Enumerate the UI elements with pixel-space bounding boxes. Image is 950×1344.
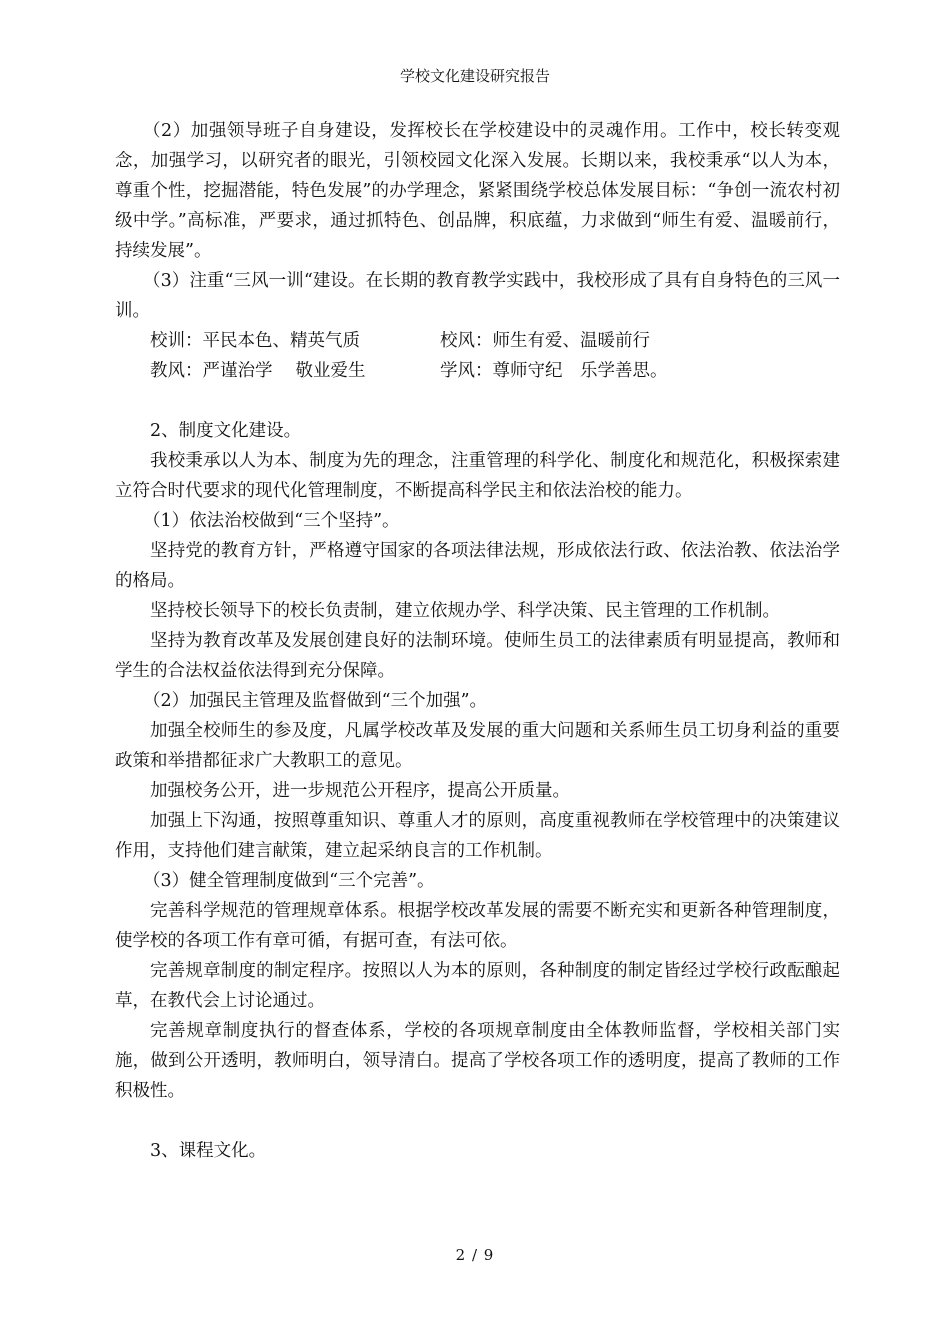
section-heading-2: 2、制度文化建设。 [150, 421, 302, 441]
section-heading-3: 3、课程文化。 [150, 1141, 267, 1161]
paragraph-strengthen-1: 加强全校师生的参及度，凡属学校改革及发展的重大问题和关系师生员工切身利益的重要政策和举措都征求广大教职工的意见。 [115, 721, 840, 771]
teaching-style: 教风：严谨治学 敬业爱生 [150, 361, 366, 381]
paragraph-perfect-1: 完善科学规范的管理规章体系。根据学校改革发展的需要不断充实和更新各种管理制度，使学校的各项工作有章可循，有据可查，有法可依。 [115, 901, 840, 951]
paragraph-three-styles: （3）注重“三风一训“建设。在长期的教育教学实践中，我校形成了具有自身特色的三风一训。 [115, 271, 840, 321]
paragraph-system-intro: 我校秉承以人为本、制度为先的理念，注重管理的科学化、制度化和规范化，积极探索建立符合时代要求的现代化管理制度，不断提高科学民主和依法治校的能力。 [115, 451, 840, 501]
paragraph-strengthen-2: 加强校务公开，进一步规范公开程序，提高公开质量。 [150, 781, 570, 801]
subheading-system-perfect: （3）健全管理制度做到“三个完善”。 [143, 871, 435, 891]
subheading-democratic: （2）加强民主管理及监督做到“三个加强”。 [143, 691, 488, 711]
study-style: 学风：尊师守纪 乐学善思。 [440, 361, 668, 381]
paragraph-perfect-2: 完善规章制度的制定程序。按照以人为本的原则，各种制度的制定皆经过学校行政酝酿起草，在教代会上讨论通过。 [115, 961, 840, 1011]
spacer [115, 1106, 840, 1136]
paragraph-strengthen-3: 加强上下沟通，按照尊重知识、尊重人才的原则，高度重视教师在学校管理中的决策建议作用，支持他们建言献策，建立起采纳良言的工作机制。 [115, 811, 840, 861]
motto-row-2 [115, 356, 840, 386]
paragraph-leadership: （2）加强领导班子自身建设，发挥校长在学校建设中的灵魂作用。工作中，校长转变观念，加强学习，以研究者的眼光，引领校园文化深入发展。长期以来，我校秉承“以人为本，尊重个性，挖掘潜能，特色发展”的办学理念，紧紧围绕学校总体发展目标：“争创一流农村初级中学。”高标准，严要求，通过抓特色、创品牌，积底蕴，力求做到“师生有爱、温暖前行，持续发展”。 [115, 121, 840, 261]
paragraph-perfect-3: 完善规章制度执行的督查体系，学校的各项规章制度由全体教师监督，学校相关部门实施，做到公开透明，教师明白，领导清白。提高了学校各项工作的透明度，提高了教师的工作积极性。 [115, 1021, 840, 1101]
school-motto: 校训：平民本色、精英气质 [150, 331, 360, 351]
document-body [115, 116, 840, 1166]
spacer [115, 386, 840, 416]
page-header: 学校文化建设研究报告 [399, 67, 550, 85]
subheading-rule-of-law: （1）依法治校做到“三个坚持”。 [143, 511, 400, 531]
paragraph-persist-1: 坚持党的教育方针，严格遵守国家的各项法律法规，形成依法行政、依法治教、依法治学的格局。 [115, 541, 840, 591]
school-style: 校风：师生有爱、温暖前行 [440, 331, 650, 351]
page-number: 2 / 9 [455, 1246, 495, 1264]
motto-row-1 [115, 326, 840, 356]
paragraph-persist-2: 坚持校长领导下的校长负责制，建立依规办学、科学决策、民主管理的工作机制。 [150, 601, 780, 621]
paragraph-persist-3: 坚持为教育改革及发展创建良好的法制环境。使师生员工的法律素质有明显提高，教师和学生的合法权益依法得到充分保障。 [115, 631, 840, 681]
